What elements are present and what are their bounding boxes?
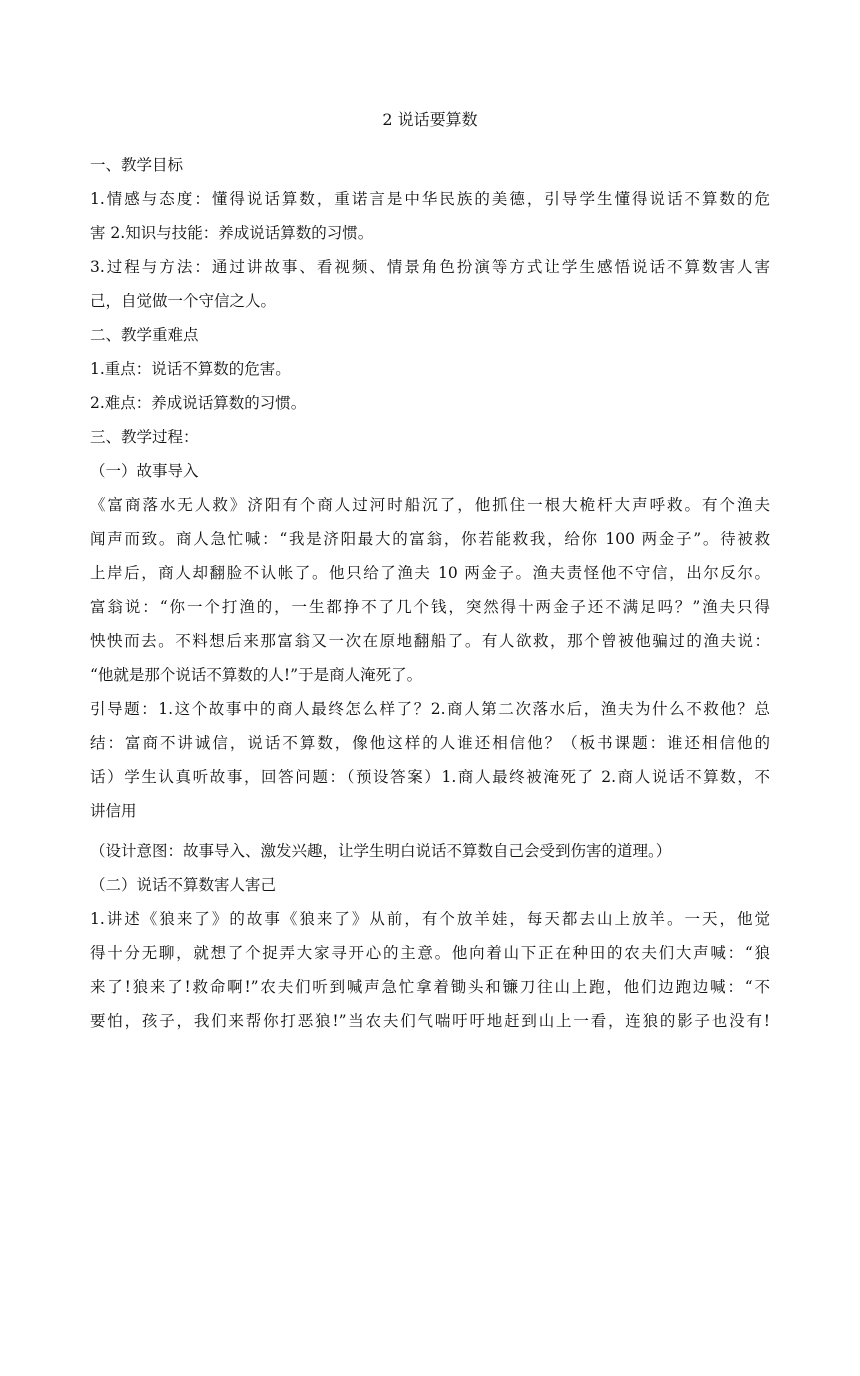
text-line: 1.讲述《狼来了》的故事《狼来了》从前，有个放羊娃，每天都去山上放羊。一天，他觉 (90, 910, 770, 928)
text-line: 来了!狼来了!救命啊!”农夫们听到喊声急忙拿着锄头和镰刀往山上跑，他们边跑边喊：“不 (90, 978, 770, 996)
text-line: “他就是那个说话不算数的人!”于是商人淹死了。 (90, 666, 423, 684)
text-line: 1.情感与态度：懂得说话算数，重诺言是中华民族的美德，引导学生懂得说话不算数的危 (90, 190, 770, 208)
document-body (90, 148, 770, 1038)
text-line: 2.难点：养成说话算数的习惯。 (90, 394, 307, 412)
text-line: 讲信用 (90, 802, 137, 820)
text-line: 要怕，孩子，我们来帮你打恶狼!”当农夫们气喘吁吁地赶到山上一看，连狼的影子也没有! (90, 1012, 770, 1030)
text-line: 害 2.知识与技能：养成说话算数的习惯。 (90, 224, 374, 242)
text-line: 结：富商不讲诚信，说话不算数，像他这样的人谁还相信他？（板书课题：谁还相信他的 (90, 734, 770, 752)
text-line: 引导题：1.这个故事中的商人最终怎么样了？2.商人第二次落水后，渔夫为什么不救他？总 (90, 700, 770, 718)
text-line: 话）学生认真听故事，回答问题：（预设答案）1.商人最终被淹死了 2.商人说话不算数，不 (90, 768, 770, 786)
section-heading: 三、教学过程： (90, 428, 199, 446)
section-heading: （一）故事导入 (90, 462, 199, 480)
document-page (90, 110, 770, 1038)
document-title: 2 说话要算数 (382, 110, 478, 129)
section-heading: （二）说话不算数害人害己 (90, 876, 277, 894)
text-line: 3.过程与方法：通过讲故事、看视频、情景角色扮演等方式让学生感悟说话不算数害人害 (90, 258, 770, 276)
text-line: 闻声而致。商人急忙喊：“我是济阳最大的富翁，你若能救我，给你 100 两金子”。待被救 (90, 530, 770, 548)
section-heading: 一、教学目标 (90, 156, 184, 174)
text-line: 上岸后，商人却翻脸不认帐了。他只给了渔夫 10 两金子。渔夫责怪他不守信，出尔反尔。 (90, 564, 770, 582)
text-line: （设计意图：故事导入、激发兴趣，让学生明白说话不算数自己会受到伤害的道理。） (90, 842, 672, 860)
section-heading: 二、教学重难点 (90, 326, 199, 344)
text-line: 《富商落水无人救》济阳有个商人过河时船沉了，他抓住一根大桅杆大声呼救。有个渔夫 (90, 496, 770, 514)
text-line: 己，自觉做一个守信之人。 (90, 292, 277, 310)
text-line: 怏怏而去。不料想后来那富翁又一次在原地翻船了。有人欲救，那个曾被他骗过的渔夫说： (90, 632, 770, 650)
text-line: 富翁说：“你一个打渔的，一生都挣不了几个钱，突然得十两金子还不满足吗？”渔夫只得 (90, 598, 770, 616)
text-line: 得十分无聊，就想了个捉弄大家寻开心的主意。他向着山下正在种田的农夫们大声喊：“狼 (90, 944, 770, 962)
text-line: 1.重点：说话不算数的危害。 (90, 360, 291, 378)
